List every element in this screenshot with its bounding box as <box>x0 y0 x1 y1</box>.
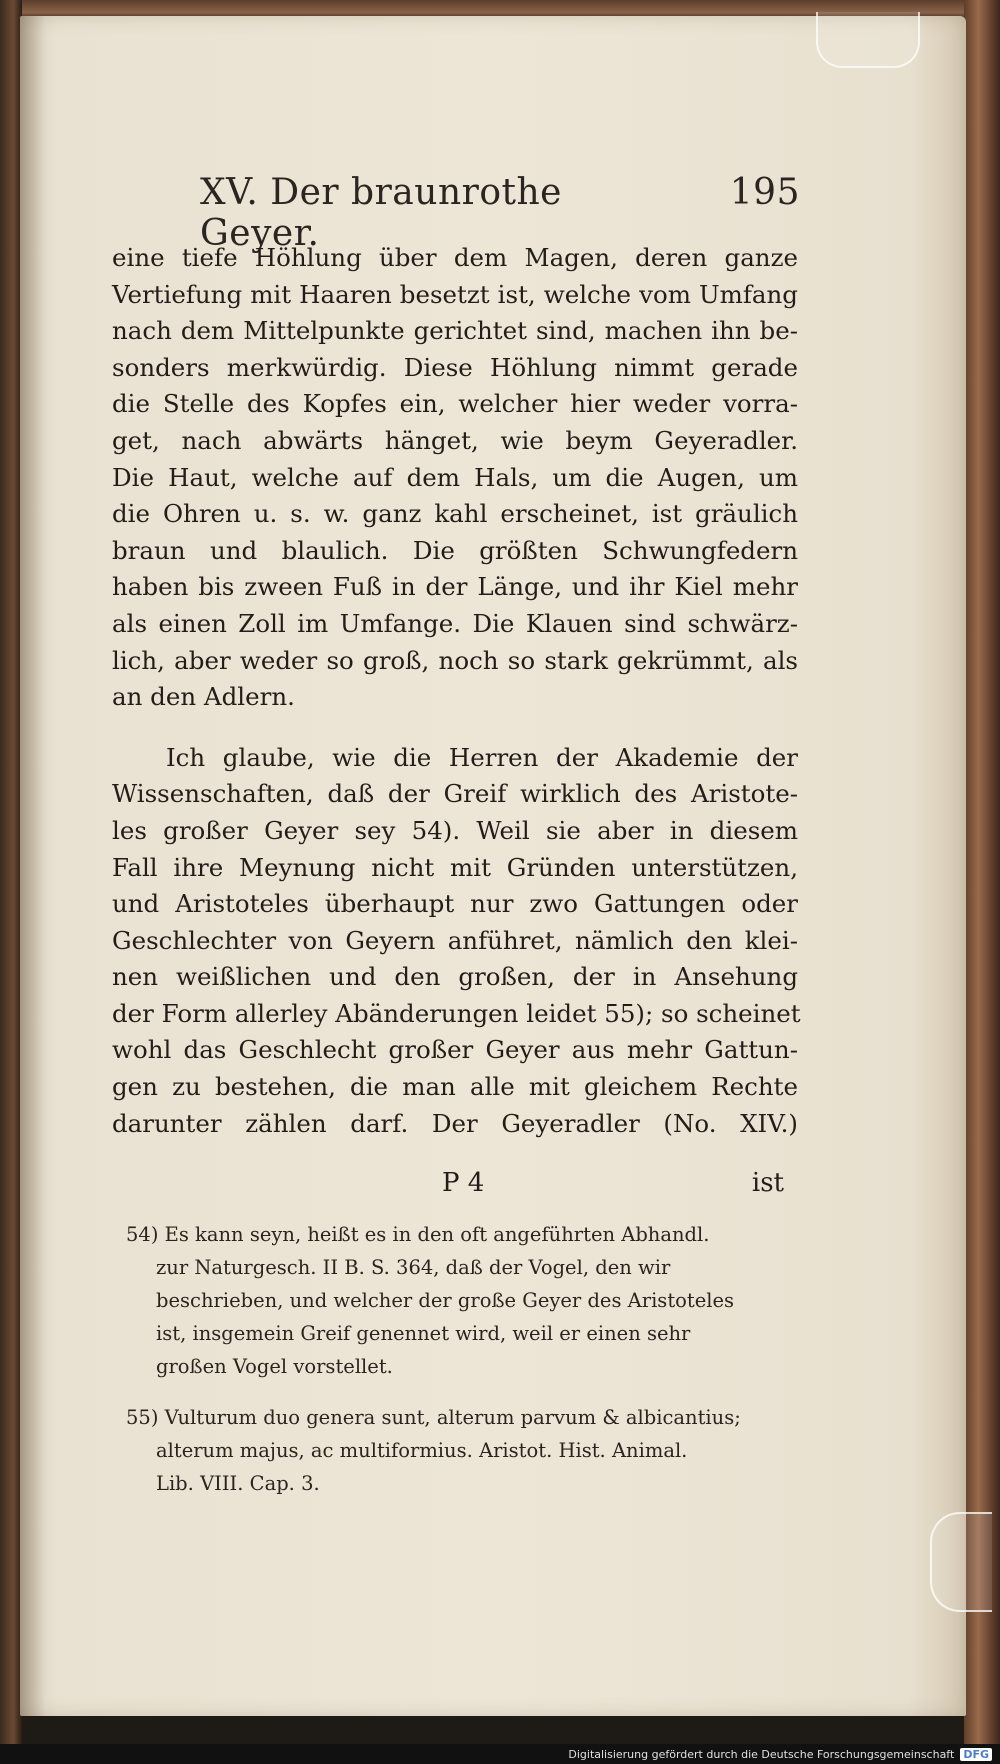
main-text <box>112 240 801 1142</box>
footnote-line: großen Vogel vorstellet. <box>156 1355 393 1378</box>
footnotes <box>126 1218 790 1518</box>
footnote-line: alterum majus, ac multiformius. Aristot. Hist. Animal. <box>156 1439 688 1462</box>
text-line: haben bis zween Fuß in der Länge, und ihr Kiel mehr <box>112 572 798 602</box>
page-gutter-shadow <box>20 16 46 1716</box>
footnote-line: zur Naturgesch. II B. S. 364, daß der Vogel, den wir <box>156 1256 671 1279</box>
catchword: ist <box>751 1168 784 1198</box>
text-line: braun und blaulich. Die größten Schwungfedern <box>112 535 798 565</box>
running-title: XV. Der braunrothe Geyer. <box>200 172 562 254</box>
text-line: an den Adlern. <box>112 682 295 712</box>
text-line: Die Haut, welche auf dem Hals, um die Augen, um <box>112 462 798 492</box>
catchline <box>112 1168 784 1198</box>
footnote-line: beschrieben, und welcher der große Geyer des Aristoteles <box>156 1289 735 1312</box>
paragraph-gap <box>112 716 798 740</box>
text-line: gen zu bestehen, die man alle mit gleichem Rechte <box>112 1072 798 1102</box>
paragraph-1 <box>112 240 798 716</box>
text-line: get, nach abwärts hänget, wie beym Geyeradler. <box>112 425 798 455</box>
footnote-54 <box>126 1218 790 1383</box>
dfg-logo-icon: DFG <box>960 1748 992 1761</box>
page-clip-right <box>930 1512 992 1612</box>
text-line: nen weißlichen und den großen, der in Ansehung <box>112 962 798 992</box>
text-line: der Form allerley Abänderungen leidet 55); so scheinet <box>112 998 801 1028</box>
text-line: lich, aber weder so groß, noch so stark gekrümmt, als <box>112 645 798 675</box>
text-line: sonders merkwürdig. Diese Höhlung nimmt gerade <box>112 352 798 382</box>
text-line: die Ohren u. s. w. ganz kahl erscheinet, ist gräulich <box>112 499 798 529</box>
footnote-line: 54) Es kann seyn, heißt es in den oft angeführten Abhandl. <box>126 1223 710 1246</box>
footnote-line: 55) Vulturum duo genera sunt, alterum parvum & albicantius; <box>126 1406 741 1429</box>
page-number: 195 <box>729 172 800 213</box>
text-line: Fall ihre Meynung nicht mit Gründen unterstützen, <box>112 852 798 882</box>
text-line: les großer Geyer sey 54). Weil sie aber in diesem <box>112 815 798 845</box>
footnote-55 <box>126 1401 790 1500</box>
text-line: darunter zählen darf. Der Geyeradler (No. XIV.) <box>112 1108 798 1138</box>
book-cover-right <box>964 0 1000 1764</box>
footnote-line: Lib. VIII. Cap. 3. <box>156 1472 320 1495</box>
credit-text: Digitalisierung gefördert durch die Deutsche Forschungsgemeinschaft <box>568 1747 955 1761</box>
signature-mark: P 4 <box>442 1168 485 1198</box>
text-line: Vertiefung mit Haaren besetzt ist, welche vom Umfang <box>112 279 798 309</box>
book-cover-left <box>0 0 22 1764</box>
text-line: Ich glaube, wie die Herren der Akademie der <box>166 742 798 772</box>
text-line: wohl das Geschlecht großer Geyer aus mehr Gattun- <box>112 1035 798 1065</box>
text-line: die Stelle des Kopfes ein, welcher hier weder vorra- <box>112 389 798 419</box>
digitization-credit-bar <box>0 1744 1000 1764</box>
text-line: eine tiefe Höhlung über dem Magen, deren ganze <box>112 243 798 272</box>
text-line: Wissenschaften, daß der Greif wirklich des Aristote- <box>112 779 798 809</box>
paragraph-2 <box>112 740 801 1143</box>
text-line: als einen Zoll im Umfange. Die Klauen sind schwärz- <box>112 608 798 638</box>
footnote-line: ist, insgemein Greif genennet wird, weil er einen sehr <box>156 1322 691 1345</box>
text-line: Geschlechter von Geyern anführet, nämlich den klei- <box>112 925 798 955</box>
text-line: und Aristoteles überhaupt nur zwo Gattungen oder <box>112 889 798 919</box>
page-clip-top <box>816 12 920 68</box>
text-line: nach dem Mittelpunkte gerichtet sind, machen ihn be- <box>112 316 798 346</box>
